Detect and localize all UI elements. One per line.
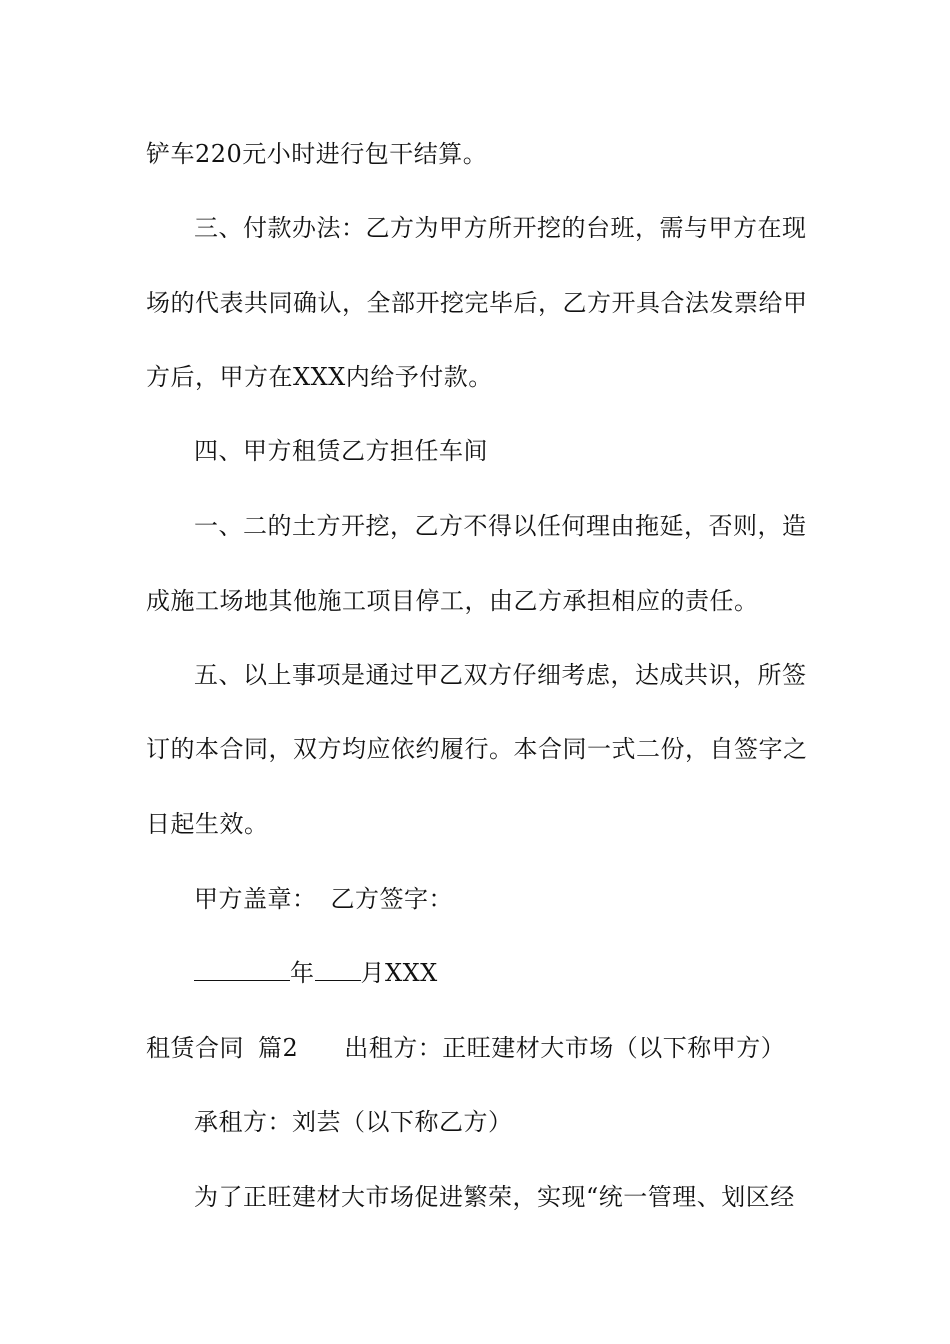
intro-line: 为了正旺建材大市场促进繁荣，实现“统一管理、划区经: [194, 1183, 795, 1211]
paragraph-line: 四、甲方租赁乙方担任车间: [194, 437, 488, 465]
paragraph-line: 铲车220元小时进行包干结算。: [146, 140, 488, 168]
paragraph-line: 场的代表共同确认，全部开挖完毕后，乙方开具合法发票给甲: [146, 289, 808, 317]
paragraph-line: 一、二的土方开挖，乙方不得以任何理由拖延，否则，造: [194, 512, 807, 540]
paragraph-line: 日起生效。: [146, 810, 269, 838]
contract2-heading-row: [146, 1032, 826, 1064]
party-b-signature-label: 乙方签字：: [330, 885, 453, 913]
date-row: [194, 957, 874, 989]
paragraph-line: 五、以上事项是通过甲乙双方仔细考虑，达成共识，所签: [194, 661, 807, 689]
paragraph-line: 方后，甲方在XXX内给予付款。: [146, 363, 493, 391]
signature-row: [194, 883, 874, 915]
paragraph-line: 成施工场地其他施工项目停工，由乙方承担相应的责任。: [146, 587, 759, 615]
contract2-part: 篇2: [258, 1034, 299, 1062]
month-blank: [315, 958, 361, 981]
paragraph-line: 订的本合同，双方均应依约履行。本合同一式二份，自签字之: [146, 735, 808, 763]
paragraph-line: 三、付款办法：乙方为甲方所开挖的台班，需与甲方在现: [194, 214, 807, 242]
day-value: XXX: [385, 959, 438, 987]
contract2-title: 租赁合同: [146, 1034, 244, 1062]
year-blank: [194, 958, 290, 981]
month-label: 月: [360, 959, 385, 987]
lessee-line: 承租方：刘芸（以下称乙方）: [194, 1108, 513, 1136]
party-a-seal-label: 甲方盖章：: [194, 885, 317, 913]
year-label: 年: [290, 959, 315, 987]
lessor-line: 出租方：正旺建材大市场（以下称甲方）: [344, 1034, 786, 1062]
